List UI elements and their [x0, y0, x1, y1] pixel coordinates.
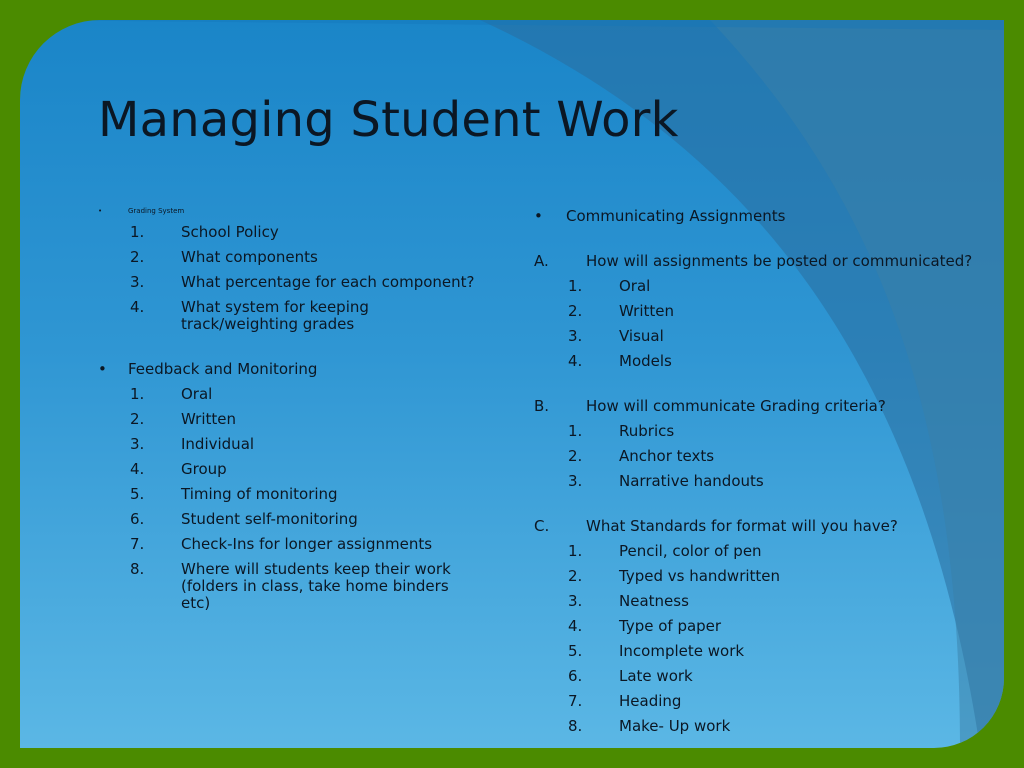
- list-item: 3. Individual: [130, 435, 255, 453]
- list-item: 3. Neatness: [568, 592, 689, 610]
- list-item: 6. Student self-monitoring: [130, 510, 358, 528]
- list-item: • Feedback and Monitoring: [98, 357, 508, 382]
- section-heading: C. What Standards for format will you have?: [534, 517, 898, 535]
- left-column: [98, 206, 508, 617]
- list-item: • Communicating Assignments: [534, 204, 994, 229]
- list-item: 8. Where will students keep their work (folders in class, take home binders etc): [130, 560, 451, 612]
- section-heading: B. How will communicate Grading criteria?: [534, 397, 886, 415]
- list-item: 2. Typed vs handwritten: [568, 567, 781, 585]
- list-item: • Grading System: [98, 207, 185, 215]
- list-item: 7. Heading: [568, 692, 682, 710]
- list-item: 1. Oral: [568, 277, 651, 295]
- list-item: 6. Late work: [568, 667, 693, 685]
- list-item: 1. Pencil, color of pen: [568, 542, 762, 560]
- list-item: 2. Written: [568, 302, 674, 320]
- list-item: 1. School Policy: [130, 223, 279, 241]
- list-item: 7. Check-Ins for longer assignments: [130, 535, 433, 553]
- list-item: 4. What system for keeping track/weighting grades: [130, 298, 369, 333]
- list-item: 5. Timing of monitoring: [130, 485, 338, 503]
- slide-title: Managing Student Work: [98, 92, 679, 148]
- list-item: 2. What components: [130, 248, 318, 266]
- list-item: 3. What percentage for each component?: [130, 273, 475, 291]
- list-item: 5. Incomplete work: [568, 642, 745, 660]
- list-item: 4. Group: [130, 460, 227, 478]
- list-item: 4. Models: [568, 352, 672, 370]
- bullet-icon: •: [98, 360, 107, 378]
- list-item: 3. Narrative handouts: [568, 472, 764, 490]
- right-column: [534, 204, 994, 739]
- list-item: 2. Written: [130, 410, 236, 428]
- section-heading: A. How will assignments be posted or communicated?: [534, 252, 973, 270]
- list-item: 8. Make- Up work: [568, 717, 731, 735]
- bullet-icon: •: [98, 207, 103, 215]
- bullet-icon: •: [534, 207, 543, 225]
- list-item: 1. Oral: [130, 385, 213, 403]
- list-item: 4. Type of paper: [568, 617, 722, 635]
- list-item: 3. Visual: [568, 327, 664, 345]
- slide: [20, 20, 1004, 748]
- list-item: 2. Anchor texts: [568, 447, 715, 465]
- list-item: 1. Rubrics: [568, 422, 675, 440]
